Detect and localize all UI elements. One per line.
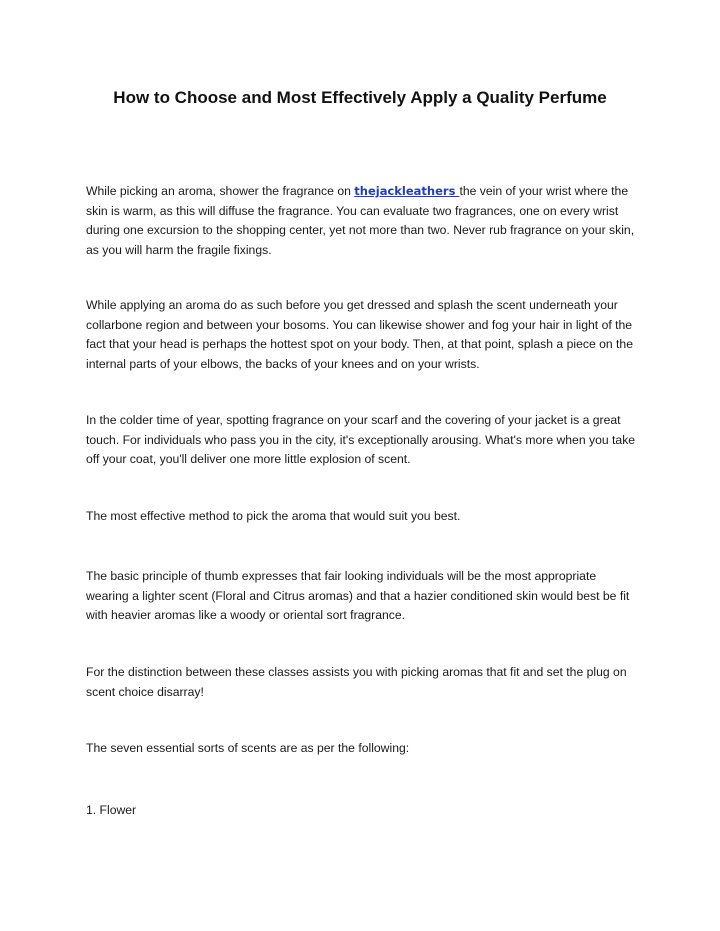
paragraph-3: In the colder time of year, spotting fragrance on your scarf and the covering of your jacket is a great touch. For individuals who pass you in the city, it's exceptionally arousing. What's more when you take off your coat, you'll deliver one more little explosion of scent. <box>86 413 636 467</box>
paragraph-1 <box>86 182 638 260</box>
paragraph-7: The seven essential sorts of scents are as per the following: <box>86 741 410 755</box>
paragraph-1-text-before-link: While picking an aroma, shower the fragrance on <box>86 184 355 198</box>
paragraph-5: The basic principle of thumb expresses that fair looking individuals will be the most appropriate wearing a lighter scent (Floral and Citrus aromas) and that a hazier conditioned skin would best be fit with heavier aromas like a woody or oriental sort fragrance. <box>86 569 630 623</box>
paragraph-6: For the distinction between these classes assists you with picking aromas that fit and set the plug on scent choice disarray! <box>86 665 627 699</box>
paragraph-1-text-after-link: the vein of your wrist where the skin is warm, as this will diffuse the fragrance. You can evaluate two fragrances, one on every wrist during one excursion to the shopping center, yet not more than two. Never rub fragrance on your skin, as you will harm the fragile fixings. <box>86 184 635 257</box>
page-title: How to Choose and Most Effectively Apply a Quality Perfume <box>113 88 607 107</box>
list-item-flower: 1. Flower <box>86 803 137 817</box>
paragraph-4: The most effective method to pick the aroma that would suit you best. <box>86 509 461 523</box>
thejackleathers-link[interactable]: thejackleathers <box>354 184 460 198</box>
paragraph-2: While applying an aroma do as such before you get dressed and splash the scent underneath your collarbone region and between your bosoms. You can likewise shower and fog your hair in light of the fact that your head is perhaps the hottest spot on your body. Then, at that point, splash a piece on the internal parts of your elbows, the backs of your knees and on your wrists. <box>86 298 633 371</box>
